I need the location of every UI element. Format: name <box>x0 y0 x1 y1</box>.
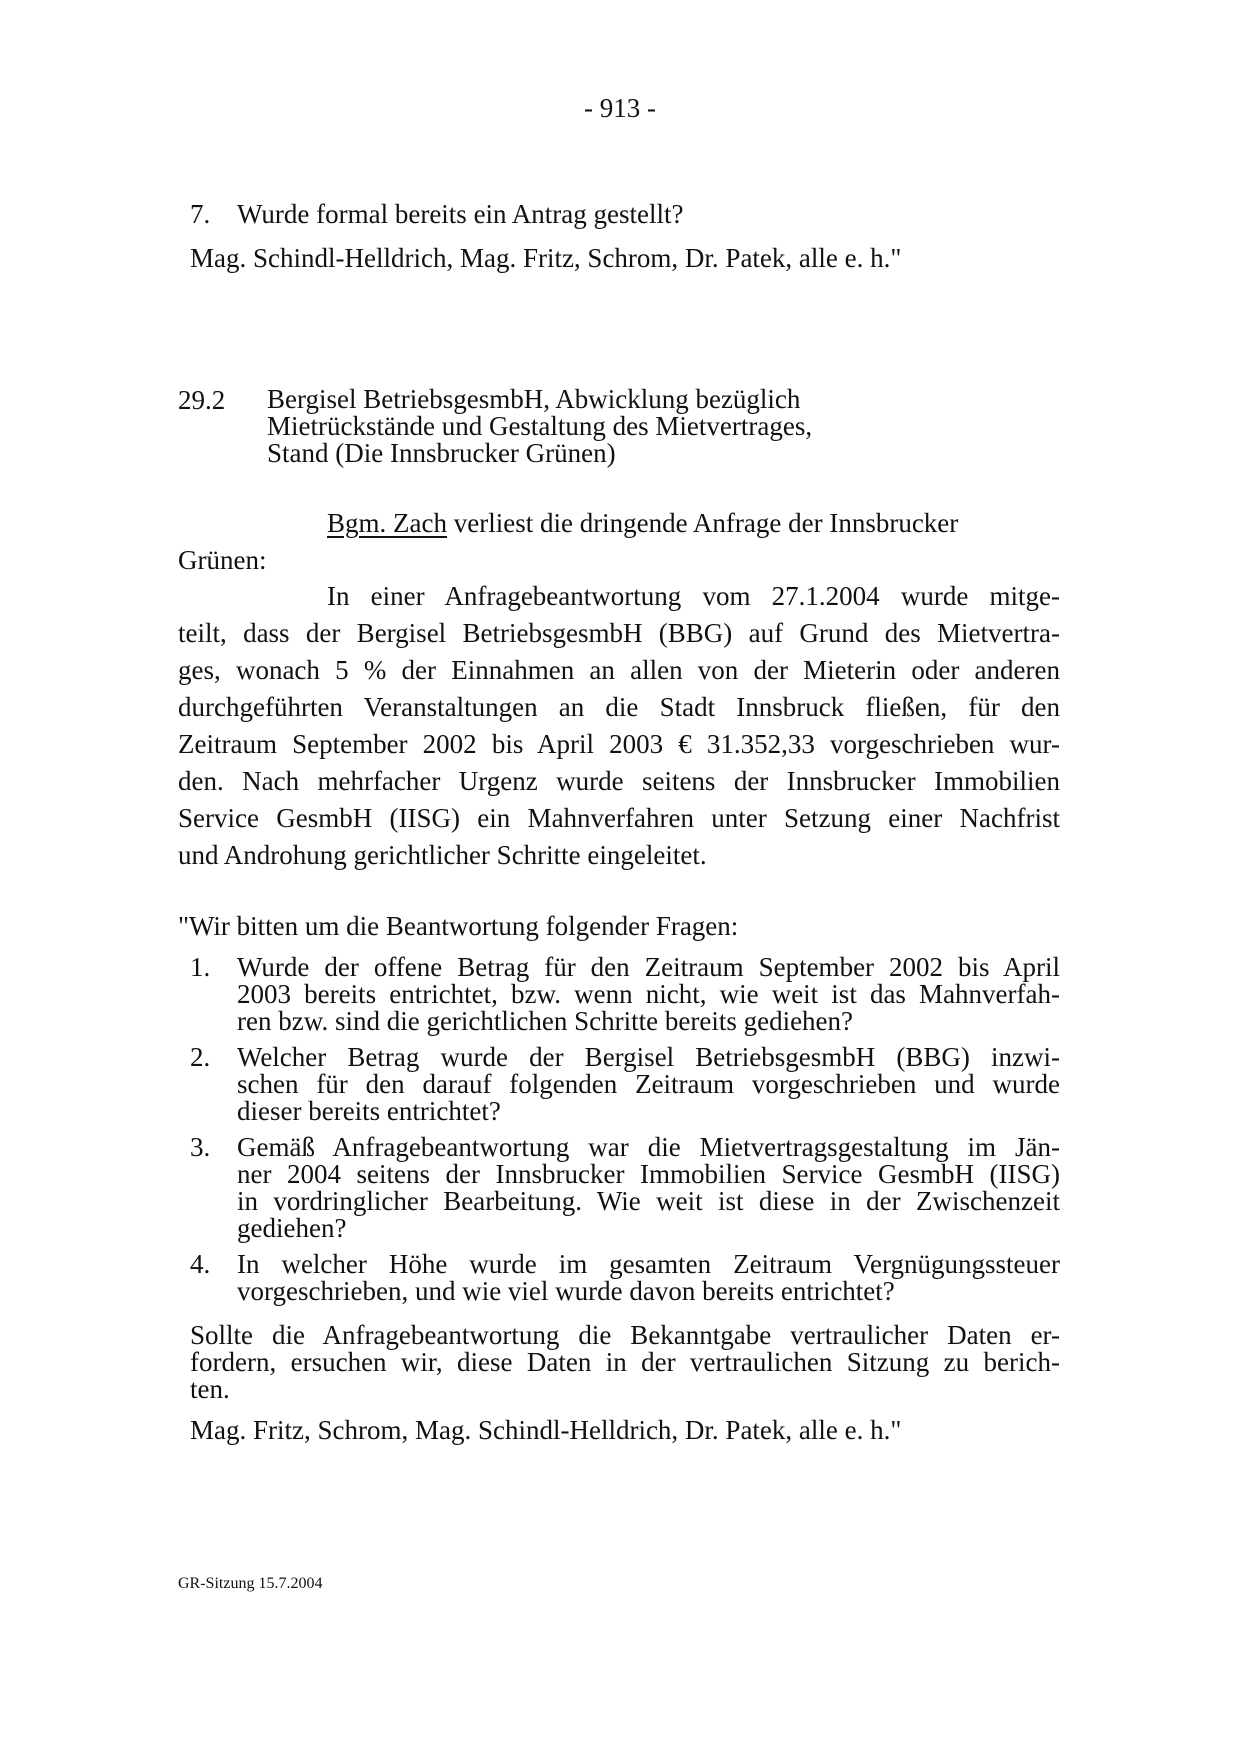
intro-line <box>327 507 958 540</box>
speaker-name: Bgm. Zach <box>327 508 447 538</box>
section-title-line: Bergisel BetriebsgesmbH, Abwicklung bezüglich <box>267 384 801 414</box>
body-line: und Androhung gerichtlicher Schritte eingeleitet. <box>178 840 707 870</box>
question-line: vorgeschrieben, und wie viel wurde davon bereits entrichtet? <box>237 1276 895 1306</box>
section-title-line: Mietrückstände und Gestaltung des Mietvertrages, <box>267 411 813 441</box>
question-number: 1. <box>190 952 211 982</box>
question-line: gediehen? <box>237 1213 347 1243</box>
body-line: In einer Anfragebeantwortung vom 27.1.2004 wurde mitge- <box>327 581 1060 611</box>
question-item <box>237 1134 1060 1242</box>
page-number: - 913 - <box>584 93 656 123</box>
question-number: 3. <box>190 1132 211 1162</box>
intro-continuation: Grünen: <box>178 545 267 575</box>
closing-line: Sollte die Anfragebeantwortung die Bekanntgabe vertraulicher Daten er- <box>190 1320 1060 1350</box>
body-line: den. Nach mehrfacher Urgenz wurde seitens der Innsbrucker Immobilien <box>178 766 1060 796</box>
body-line: Service GesmbH (IISG) ein Mahnverfahren unter Setzung einer Nachfrist <box>178 803 1060 833</box>
question-line: dieser bereits entrichtet? <box>237 1096 501 1126</box>
closing-line: ten. <box>190 1374 230 1404</box>
question-line: Gemäß Anfragebeantwortung war die Mietvertragsgestaltung im Jän- <box>237 1132 1060 1162</box>
list-item-text: Wurde formal bereits ein Antrag gestellt? <box>237 199 684 229</box>
body-line: Zeitraum September 2002 bis April 2003 € 31.352,33 vorgeschrieben wur- <box>178 729 1060 759</box>
question-line: ren bzw. sind die gerichtlichen Schritte bereits gediehen? <box>237 1006 854 1036</box>
section-number: 29.2 <box>178 385 226 415</box>
signatures: Mag. Fritz, Schrom, Mag. Schindl-Helldrich, Dr. Patek, alle e. h." <box>190 1415 902 1445</box>
question-number: 4. <box>190 1249 211 1279</box>
question-line: In welcher Höhe wurde im gesamten Zeitraum Vergnügungssteuer <box>237 1249 1060 1279</box>
closing-paragraph <box>190 1322 1060 1403</box>
footer: GR-Sitzung 15.7.2004 <box>178 1575 323 1592</box>
list-item-number: 7. <box>190 199 211 229</box>
intro-text: verliest die dringende Anfrage der Innsbrucker <box>453 508 959 538</box>
section-title <box>267 386 812 467</box>
section-title-line: Stand (Die Innsbrucker Grünen) <box>267 438 616 468</box>
question-line: Wurde der offene Betrag für den Zeitraum September 2002 bis April <box>237 952 1060 982</box>
signatures-prev: Mag. Schindl-Helldrich, Mag. Fritz, Schrom, Dr. Patek, alle e. h." <box>190 243 902 273</box>
question-line: 2003 bereits entrichtet, bzw. wenn nicht, wie weit ist das Mahnverfah- <box>237 979 1060 1009</box>
question-item <box>237 1251 1060 1305</box>
question-item <box>237 954 1060 1035</box>
question-number: 2. <box>190 1042 211 1072</box>
closing-line: fordern, ersuchen wir, diese Daten in der vertraulichen Sitzung zu berich- <box>190 1347 1060 1377</box>
question-line: in vordringlicher Bearbeitung. Wie weit ist diese in der Zwischenzeit <box>237 1186 1060 1216</box>
body-line: teilt, dass der Bergisel BetriebsgesmbH (BBG) auf Grund des Mietvertra- <box>178 618 1060 648</box>
question-line: schen für den darauf folgenden Zeitraum vorgeschrieben und wurde <box>237 1069 1060 1099</box>
body-line: durchgeführten Veranstaltungen an die Stadt Innsbruck fließen, für den <box>178 692 1060 722</box>
question-item <box>237 1044 1060 1125</box>
body-line: ges, wonach 5 % der Einnahmen an allen von der Mieterin oder anderen <box>178 655 1060 685</box>
question-line: Welcher Betrag wurde der Bergisel BetriebsgesmbH (BBG) inzwi- <box>237 1042 1060 1072</box>
questions-intro: "Wir bitten um die Beantwortung folgender Fragen: <box>178 911 739 941</box>
question-line: ner 2004 seitens der Innsbrucker Immobilien Service GesmbH (IISG) <box>237 1159 1060 1189</box>
